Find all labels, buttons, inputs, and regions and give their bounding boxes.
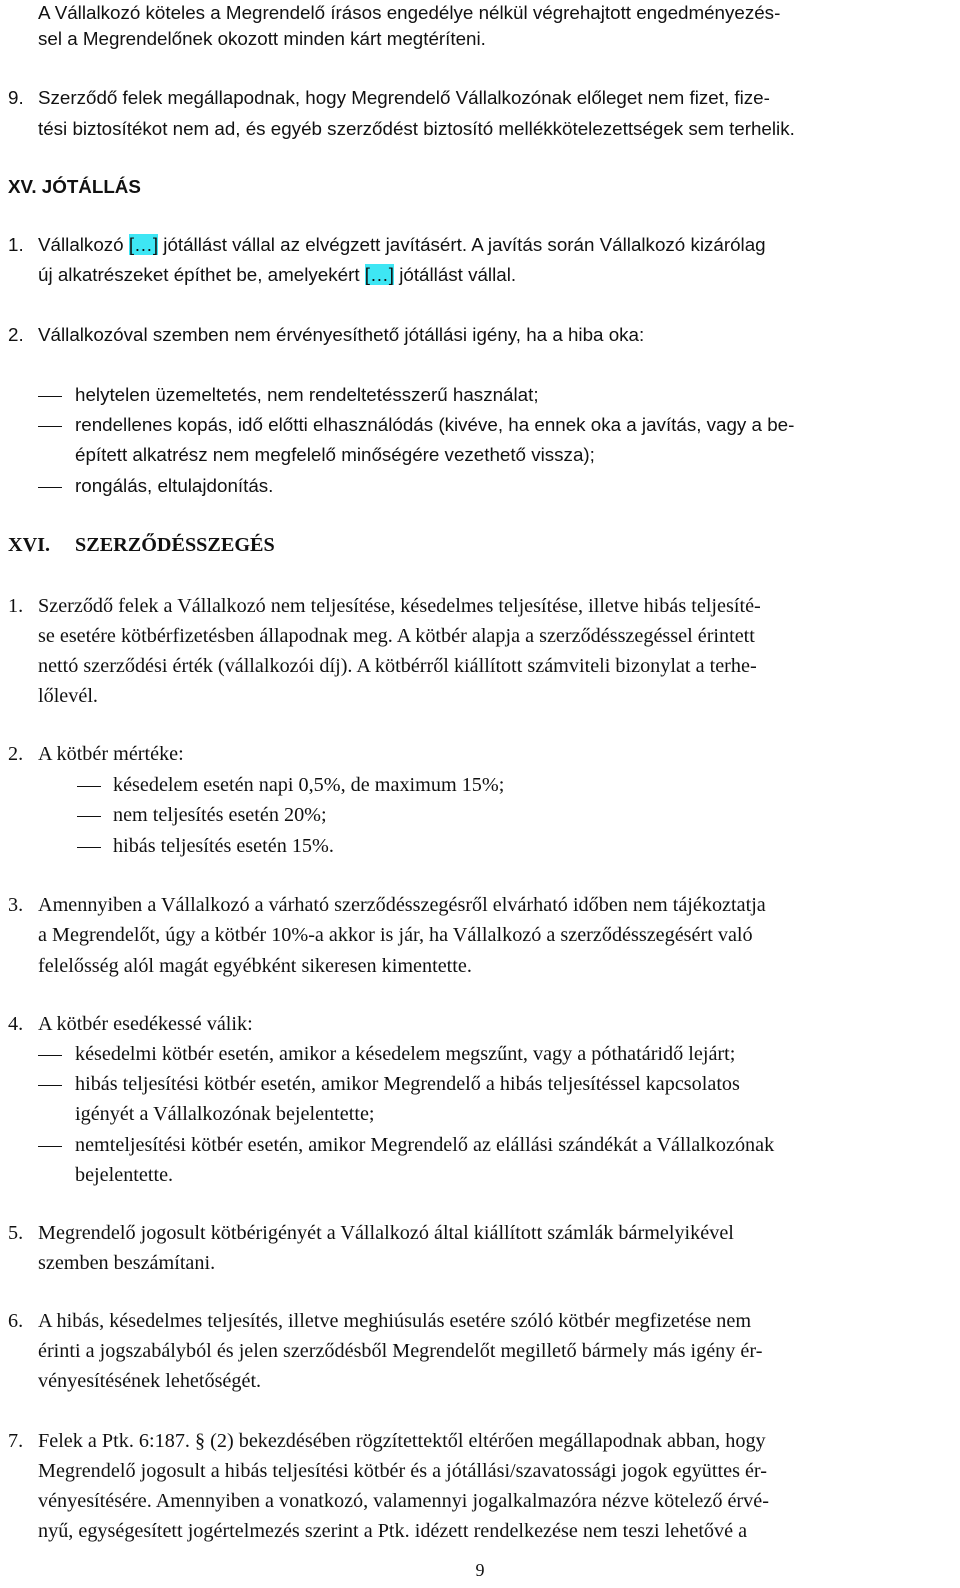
section-heading: SZERZŐDÉSSZEGÉS [75, 534, 275, 556]
highlighted-placeholder: […] [128, 234, 159, 255]
paragraph-number: 9. [8, 87, 24, 108]
dash-bullet [38, 1055, 62, 1056]
paragraph-line: felelősség alól magát egyébként sikeresen kimentette. [38, 955, 472, 977]
paragraph-line: lőlevél. [38, 685, 98, 707]
paragraph-number: 2. [8, 743, 24, 765]
paragraph-number: 1. [8, 595, 24, 617]
paragraph-number: 7. [8, 1430, 24, 1452]
text-run: jótállást vállal. [393, 264, 517, 285]
dash-bullet [38, 1146, 62, 1147]
paragraph-line: vényesítésének lehetőségét. [38, 1370, 262, 1392]
paragraph-line [38, 262, 516, 288]
dash-bullet [38, 426, 62, 427]
list-item: rongálás, eltulajdonítás. [75, 475, 274, 496]
paragraph-line: A hibás, késedelmes teljesítés, illetve meghiúsulás esetére szóló kötbér megfizetése nem [38, 1310, 752, 1332]
section-heading-number: XVI. [8, 534, 51, 556]
paragraph-line [38, 232, 766, 258]
list-item-continuation: igényét a Vállalkozónak bejelentette; [75, 1103, 375, 1125]
intro-line: sel a Megrendelőnek okozott minden kárt megtéríteni. [38, 28, 486, 49]
paragraph-line: Megrendelő jogosult a hibás teljesítési kötbér és a jótállási/szavatossági jogok együttes ér- [38, 1460, 767, 1482]
list-item: késedelem esetén napi 0,5%, de maximum 15%; [113, 774, 505, 796]
paragraph-number: 3. [8, 894, 24, 916]
paragraph-line: se esetére kötbérfizetésben állapodnak meg. A kötbér alapja a szerződésszegéssel érintett [38, 625, 755, 647]
text-run: jótállást vállal az elvégzett javításért. A javítás során Vállalkozó kizárólag [158, 234, 766, 255]
paragraph-line: A kötbér esedékessé válik: [38, 1013, 253, 1035]
dash-bullet [38, 1085, 62, 1086]
paragraph-line: Szerződő felek megállapodnak, hogy Megrendelő Vállalkozónak előleget nem fizet, fize- [38, 87, 770, 108]
list-item: hibás teljesítés esetén 15%. [113, 835, 334, 857]
paragraph-number: 5. [8, 1222, 24, 1244]
paragraph-number: 1. [8, 234, 24, 255]
paragraph-line: nyű, egységesített jogértelmezés szerint a Ptk. idézett rendelkezése nem teszi lehetővé a [38, 1520, 748, 1542]
paragraph-line: vényesítésére. Amennyiben a vonatkozó, valamennyi jogalkalmazóra nézve kötelező érvé- [38, 1490, 769, 1512]
dash-bullet [38, 487, 62, 488]
highlighted-placeholder: […] [364, 264, 394, 285]
paragraph-number: 2. [8, 324, 24, 345]
dash-bullet [38, 396, 62, 397]
dash-bullet [77, 816, 101, 817]
list-item: helytelen üzemeltetés, nem rendeltetésszerű használat; [75, 384, 539, 405]
paragraph-line: Amennyiben a Vállalkozó a várható szerződésszegésről elvárható időben nem tájékoztatja [38, 894, 766, 916]
list-item: késedelmi kötbér esetén, amikor a késedelem megszűnt, vagy a póthatáridő lejárt; [75, 1043, 736, 1065]
text-run: új alkatrészeket építhet be, amelyekért [38, 264, 365, 285]
paragraph-line: a Megrendelőt, úgy a kötbér 10%-a akkor is jár, ha Vállalkozó a szerződésszegésért való [38, 924, 753, 946]
list-item: nem teljesítés esetén 20%; [113, 804, 327, 826]
paragraph-line: Vállalkozóval szemben nem érvényesíthető jótállási igény, ha a hiba oka: [38, 324, 645, 345]
paragraph-line: érinti a jogszabályból és jelen szerződésből Megrendelőt megillető bármely más igény ér- [38, 1340, 763, 1362]
list-item: hibás teljesítési kötbér esetén, amikor Megrendelő a hibás teljesítéssel kapcsolatos [75, 1073, 740, 1095]
text-run: Vállalkozó [38, 234, 129, 255]
section-heading: XV. JÓTÁLLÁS [8, 176, 141, 197]
dash-bullet [77, 847, 101, 848]
intro-line: A Vállalkozó köteles a Megrendelő írásos engedélye nélkül végrehajtott engedményezés- [38, 2, 781, 23]
paragraph-line: A kötbér mértéke: [38, 743, 184, 765]
paragraph-line: szemben beszámítani. [38, 1252, 216, 1274]
list-item: nemteljesítési kötbér esetén, amikor Megrendelő az elállási szándékát a Vállalkozónak [75, 1134, 775, 1156]
paragraph-number: 6. [8, 1310, 24, 1332]
list-item: rendellenes kopás, idő előtti elhasználódás (kivéve, ha ennek oka a javítás, vagy a be- [75, 414, 795, 435]
list-item-continuation: épített alkatrész nem megfelelő minőségére vezethető vissza); [75, 444, 595, 465]
paragraph-line: nettó szerződési érték (vállalkozói díj). A kötbérről kiállított számviteli bizonylat a terhe- [38, 655, 757, 677]
page-number: 9 [475, 1560, 485, 1580]
paragraph-line: Szerződő felek a Vállalkozó nem teljesítése, késedelmes teljesítése, illetve hibás teljesíté- [38, 595, 761, 617]
paragraph-line: Megrendelő jogosult kötbérigényét a Vállalkozó által kiállított számlák bármelyikével [38, 1222, 734, 1244]
paragraph-number: 4. [8, 1013, 24, 1035]
paragraph-line: Felek a Ptk. 6:187. § (2) bekezdésében rögzítettektől eltérően megállapodnak abban, hogy [38, 1430, 766, 1452]
dash-bullet [77, 786, 101, 787]
paragraph-line: tési biztosítékot nem ad, és egyéb szerződést biztosító mellékkötelezettségek sem terhelik. [38, 118, 795, 139]
list-item-continuation: bejelentette. [75, 1164, 174, 1186]
